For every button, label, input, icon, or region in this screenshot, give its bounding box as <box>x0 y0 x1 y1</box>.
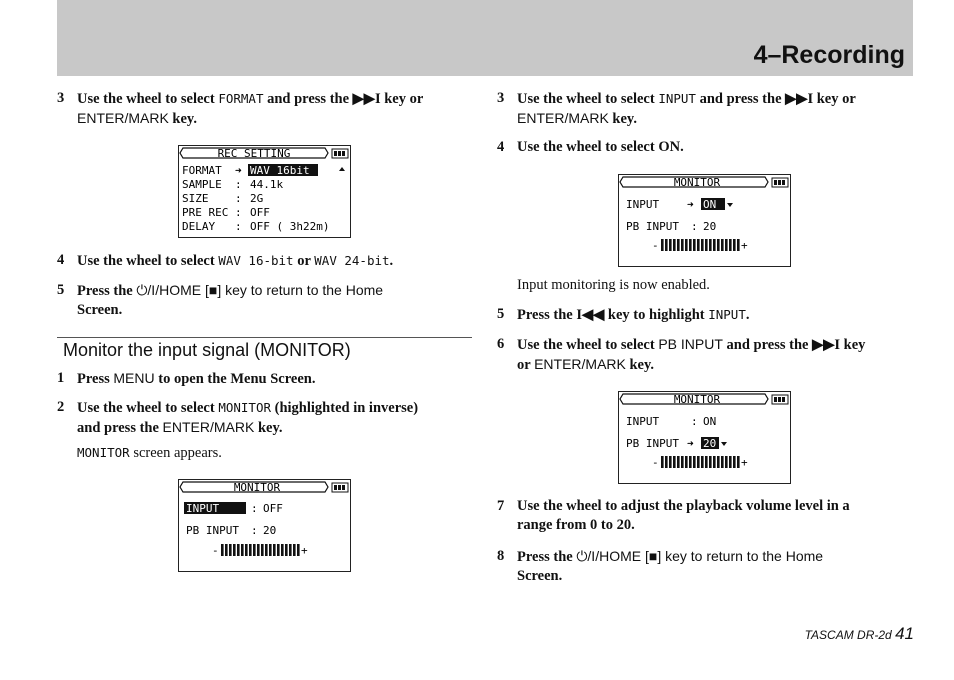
step-text: Use the wheel to adjust the playback volume level in a <box>517 498 850 514</box>
dropdown-arrow-icon <box>727 203 733 207</box>
level-meter <box>661 239 740 251</box>
right-note: Input monitoring is now enabled. <box>517 277 710 293</box>
step-text: (highlighted in inverse) <box>271 400 419 416</box>
rec-row-label: FORMAT <box>182 164 222 177</box>
meter-segment <box>677 239 680 251</box>
meter-segment <box>281 544 284 556</box>
meter-segment <box>721 239 724 251</box>
meter-segment <box>737 239 740 251</box>
meter-segment <box>661 239 664 251</box>
battery-icon <box>772 395 788 404</box>
meter-segment <box>669 456 672 468</box>
step-number: 3 <box>57 90 65 106</box>
chapter-title: 4–Recording <box>753 41 905 69</box>
pb-input-value: 20 <box>703 437 717 450</box>
meter-segment <box>705 239 708 251</box>
meter-segment <box>693 456 696 468</box>
rec-row-sep: : <box>235 178 242 191</box>
level-meter <box>661 456 740 468</box>
level-minus: - <box>652 456 659 469</box>
meter-segment <box>293 544 296 556</box>
svg-text::: : <box>691 220 698 233</box>
step-text: or <box>517 357 535 373</box>
svg-text::: : <box>251 502 258 515</box>
lcd-term: INPUT <box>708 307 746 322</box>
meter-segment <box>717 456 720 468</box>
key-name: ENTER/MARK <box>77 110 169 126</box>
monitor-lcd-1 <box>179 480 350 571</box>
lcd-term: FORMAT <box>218 91 264 106</box>
meter-segment <box>277 544 280 556</box>
meter-segment <box>685 239 688 251</box>
meter-segment <box>233 544 236 556</box>
meter-segment <box>273 544 276 556</box>
meter-segment <box>253 544 256 556</box>
key-name: ENTER/MARK <box>162 419 255 435</box>
pb-input-label: PB INPUT <box>626 437 679 450</box>
meter-segment <box>689 456 692 468</box>
meter-segment <box>681 239 684 251</box>
level-meter <box>221 544 300 556</box>
meter-segment <box>725 456 728 468</box>
lcd-term: MONITOR <box>77 445 130 460</box>
rec-row-sep: : <box>235 206 242 219</box>
meter-segment <box>697 239 700 251</box>
step-text: Screen. <box>77 302 123 318</box>
meter-segment <box>705 456 708 468</box>
key-name: ENTER/MARK <box>517 110 609 126</box>
monitor-screen-1 <box>178 479 351 572</box>
rec-row-label: PRE REC <box>182 206 229 219</box>
step-text: key or <box>380 91 424 107</box>
step-text: and press the <box>695 91 786 107</box>
rec-row-label: SIZE <box>182 192 209 205</box>
input-value: OFF <box>263 502 283 515</box>
meter-segment <box>709 456 712 468</box>
step-text: Use the wheel to select <box>517 91 659 107</box>
pb-input-value: 20 <box>703 220 717 233</box>
power-icon: ⏻/I <box>136 282 156 298</box>
brand-model: TASCAM DR-2d <box>804 628 892 642</box>
rec-row-value: OFF <box>250 206 270 219</box>
chapter-header <box>57 0 913 76</box>
arrow-icon: ➜ <box>687 198 694 211</box>
meter-segment <box>693 239 696 251</box>
meter-segment <box>721 456 724 468</box>
meter-segment <box>725 239 728 251</box>
rec-row-label: SAMPLE <box>182 178 222 191</box>
meter-segment <box>241 544 244 556</box>
meter-segment <box>673 456 676 468</box>
step-text: or <box>293 253 315 269</box>
next-key-icon: ▶▶I <box>785 91 814 107</box>
monitor-lcd-3 <box>619 392 790 483</box>
scroll-up-icon <box>339 167 345 171</box>
meter-segment <box>737 456 740 468</box>
arrow-icon: ➜ <box>687 437 694 450</box>
meter-segment <box>289 544 292 556</box>
meter-segment <box>717 239 720 251</box>
input-label: INPUT <box>626 415 660 428</box>
step-number: 4 <box>57 252 65 268</box>
step-text: Screen. <box>517 568 563 584</box>
meter-segment <box>661 456 664 468</box>
section-title: Monitor the input signal (MONITOR) <box>63 340 351 360</box>
step-text: key or <box>813 91 856 107</box>
screen-title: MONITOR <box>673 176 721 189</box>
step-number: 4 <box>497 139 505 155</box>
meter-segment <box>689 239 692 251</box>
step-text: /HOME [■] key to return to the Home <box>595 548 824 564</box>
meter-segment <box>297 544 300 556</box>
key-name: ENTER/MARK <box>534 356 626 372</box>
power-icon: ⏻/I <box>576 548 596 564</box>
battery-icon <box>332 483 348 492</box>
rec-row-value: WAV 16bit <box>250 164 310 177</box>
pb-input-value: 20 <box>263 524 277 537</box>
step-number: 8 <box>497 548 505 564</box>
level-plus: + <box>741 456 748 469</box>
battery-icon <box>772 178 788 187</box>
step-text: to open the Menu Screen. <box>154 371 316 387</box>
step-text: Use the wheel to select <box>77 91 219 107</box>
step-text: /HOME [■] key to return to the Home <box>155 282 384 298</box>
step-text: . <box>745 307 750 323</box>
rec-row-value: 2G <box>250 192 264 205</box>
step-text: range from 0 to 20. <box>517 517 635 533</box>
battery-icon <box>332 149 348 158</box>
level-plus: + <box>301 544 308 557</box>
step-text: Use the wheel to select ON. <box>517 139 684 155</box>
step-text: key <box>840 337 866 353</box>
step-number: 7 <box>497 498 505 514</box>
meter-segment <box>713 456 716 468</box>
monitor-lcd-2 <box>619 175 790 266</box>
step-text: Press the <box>77 283 137 299</box>
meter-segment <box>681 456 684 468</box>
screen-title: MONITOR <box>233 481 281 494</box>
meter-segment <box>665 239 668 251</box>
key-name: MENU <box>113 370 155 386</box>
meter-segment <box>729 456 732 468</box>
meter-segment <box>269 544 272 556</box>
svg-text::: : <box>251 524 258 537</box>
screen-title: MONITOR <box>673 393 721 406</box>
next-key-icon: ▶▶I <box>352 91 381 107</box>
meter-segment <box>685 456 688 468</box>
step-number: 3 <box>497 90 505 106</box>
rec-row-sep: : <box>235 220 242 233</box>
rec-setting-lcd <box>179 146 350 237</box>
level-minus: - <box>212 544 219 557</box>
rec-setting-screen <box>178 145 351 238</box>
step-number: 2 <box>57 399 65 415</box>
meter-segment <box>249 544 252 556</box>
note-text: screen appears. <box>129 445 222 461</box>
meter-segment <box>257 544 260 556</box>
level-minus: - <box>652 239 659 252</box>
meter-segment <box>225 544 228 556</box>
input-label: INPUT <box>626 198 660 211</box>
step-number: 1 <box>57 370 65 386</box>
meter-segment <box>713 239 716 251</box>
meter-segment <box>733 456 736 468</box>
step-text: key to highlight <box>604 307 709 323</box>
meter-segment <box>673 239 676 251</box>
step-text: key. <box>254 420 283 436</box>
meter-segment <box>285 544 288 556</box>
meter-segment <box>229 544 232 556</box>
step-number: 5 <box>497 306 505 322</box>
svg-text::: : <box>691 415 698 428</box>
meter-segment <box>245 544 248 556</box>
monitor-note <box>77 443 222 463</box>
step-text: Press the <box>517 549 577 565</box>
page-footer <box>805 624 914 644</box>
rec-row-label: DELAY <box>182 220 216 233</box>
monitor-screen-2 <box>618 174 791 267</box>
meter-segment <box>709 239 712 251</box>
page-number: 41 <box>895 624 914 643</box>
rec-row-value: 44.1k <box>250 178 284 191</box>
input-label: INPUT <box>186 502 220 515</box>
step-text: Press the <box>517 307 577 323</box>
meter-segment <box>665 456 668 468</box>
meter-segment <box>265 544 268 556</box>
level-plus: + <box>741 239 748 252</box>
pb-input-label: PB INPUT <box>626 220 679 233</box>
step-number: 6 <box>497 336 505 352</box>
section-divider <box>57 337 472 338</box>
monitor-screen-3 <box>618 391 791 484</box>
input-value: ON <box>703 198 717 211</box>
step-text: Use the wheel to select <box>77 253 219 269</box>
meter-segment <box>237 544 240 556</box>
meter-segment <box>261 544 264 556</box>
step-text: and press the <box>77 420 163 436</box>
meter-segment <box>677 456 680 468</box>
prev-key-icon: I◀◀ <box>576 307 605 323</box>
meter-segment <box>221 544 224 556</box>
rec-row-value: OFF ( 3h22m) <box>250 220 330 233</box>
step-text: . <box>389 253 394 269</box>
step-text: Press <box>77 371 114 387</box>
lcd-term: INPUT <box>658 91 696 106</box>
pb-input-label: PB INPUT <box>186 524 239 537</box>
dropdown-arrow-icon <box>721 442 727 446</box>
step-text: key. <box>608 111 637 127</box>
meter-segment <box>701 239 704 251</box>
step-text: key. <box>168 111 197 127</box>
arrow-icon: ➜ <box>235 164 242 177</box>
meter-segment <box>701 456 704 468</box>
rec-row-sep: : <box>235 192 242 205</box>
input-value: ON <box>703 415 717 428</box>
lcd-term: WAV 16-bit <box>218 253 294 268</box>
meter-segment <box>697 456 700 468</box>
step-text: and press the <box>263 91 353 107</box>
lcd-term: MONITOR <box>218 400 272 415</box>
screen-title: REC SETTING <box>217 147 291 160</box>
step-text: and press the <box>722 337 813 353</box>
step-text: Use the wheel to select <box>517 337 659 353</box>
step-text: Use the wheel to select <box>77 400 219 416</box>
step-number: 5 <box>57 282 65 298</box>
meter-segment <box>669 239 672 251</box>
lcd-term: WAV 24-bit <box>314 253 390 268</box>
meter-segment <box>733 239 736 251</box>
key-name: PB INPUT <box>658 336 723 352</box>
next-key-icon: ▶▶I <box>812 337 841 353</box>
meter-segment <box>729 239 732 251</box>
step-text: key. <box>625 357 655 373</box>
